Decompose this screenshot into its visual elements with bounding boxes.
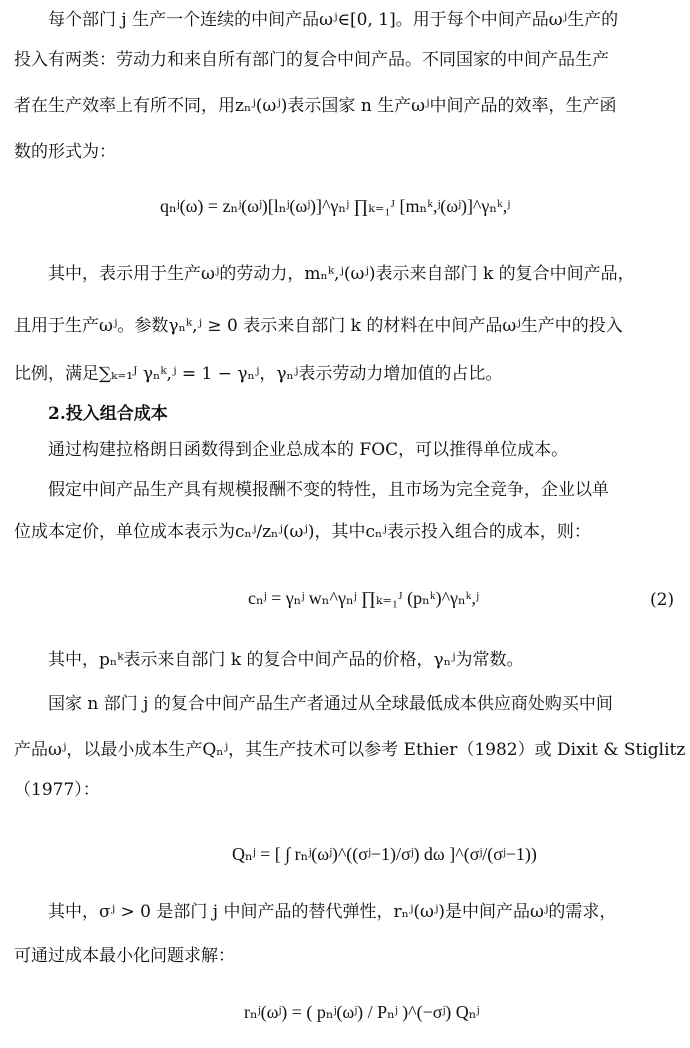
text-line: 假定中间产品生产具有规模报酬不变的特性，且市场为完全竞争，企业以单 — [48, 480, 609, 500]
section-heading: 2.投入组合成本 — [48, 404, 168, 424]
text-line: （1977）： — [14, 780, 100, 800]
text-line: 其中，pₙᵏ表示来自部门 k 的复合中间产品的价格，γₙʲ为常数。 — [48, 650, 524, 670]
equation-number: (2) — [650, 590, 675, 610]
text-line: 者在生产效率上有所不同，用zₙʲ(ωʲ)表示国家 n 生产ωʲ中间产品的效率，生产函 — [14, 96, 617, 116]
text-line: 每个部门 j 生产一个连续的中间产品ωʲ∈[0, 1]。用于每个中间产品ωʲ生产的 — [48, 10, 619, 30]
equation-composite-good: Qₙʲ = [ ∫ rₙʲ(ωʲ)^((σʲ−1)/σʲ) dω ]^(σʲ/(σʲ−1)) — [232, 844, 537, 864]
text-line: 且用于生产ωʲ。参数γₙᵏ,ʲ ≥ 0 表示来自部门 k 的材料在中间产品ωʲ生产中的投入 — [14, 316, 623, 336]
text-line: 可通过成本最小化问题求解： — [14, 946, 235, 966]
text-line: 投入有两类：劳动力和来自所有部门的复合中间产品。不同国家的中间产品生产 — [14, 50, 609, 70]
text-line: 其中，σʲ > 0 是部门 j 中间产品的替代弹性，rₙʲ(ωʲ)是中间产品ωʲ的需求， — [48, 902, 617, 922]
equation-production-function: qₙʲ(ω) = zₙʲ(ωʲ)[lₙʲ(ωʲ)]^γₙʲ ∏ₖ₌₁ᴶ [mₙᵏ,ʲ(ωʲ)]^γₙᵏ,ʲ — [160, 196, 511, 216]
text-line: 数的形式为： — [14, 142, 116, 162]
text-line: 比例，满足∑ₖ₌₁ᴶ γₙᵏ,ʲ = 1 − γₙʲ，γₙʲ表示劳动力增加值的占比。 — [14, 364, 503, 384]
text-line: 其中，表示用于生产ωʲ的劳动力，mₙᵏ,ʲ(ωʲ)表示来自部门 k 的复合中间产品， — [48, 264, 635, 284]
text-line: 通过构建拉格朗日函数得到企业总成本的 FOC，可以推得单位成本。 — [48, 440, 569, 460]
text-line: 位成本定价，单位成本表示为cₙʲ/zₙʲ(ωʲ)，其中cₙʲ表示投入组合的成本，则： — [14, 522, 591, 542]
text-line: 国家 n 部门 j 的复合中间产品生产者通过从全球最低成本供应商处购买中间 — [48, 694, 613, 714]
equation-unit-cost: cₙʲ = γₙʲ wₙ^γₙʲ ∏ₖ₌₁ᴶ (pₙᵏ)^γₙᵏ,ʲ — [248, 588, 479, 608]
text-line: 产品ωʲ，以最小成本生产Qₙʲ，其生产技术可以参考 Ethier（1982）或 Dixit & Stiglitz — [14, 740, 686, 760]
equation-demand: rₙʲ(ωʲ) = ( pₙʲ(ωʲ) / Pₙʲ )^(−σʲ) Qₙʲ — [244, 1002, 480, 1022]
